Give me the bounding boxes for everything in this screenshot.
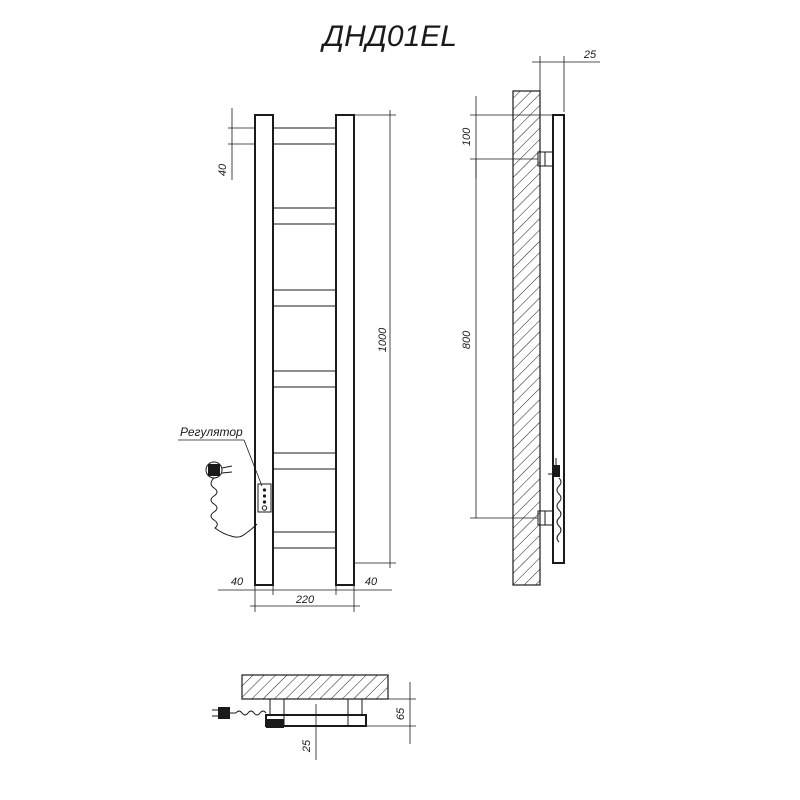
regulator-leader xyxy=(244,440,262,486)
wall-section xyxy=(513,91,540,585)
dim-top-offset: 100 xyxy=(461,127,473,147)
side-view xyxy=(461,49,600,585)
right-rail xyxy=(336,115,354,585)
crossbar xyxy=(273,532,336,548)
crossbar xyxy=(273,290,336,306)
regulator-led-icon xyxy=(263,488,266,491)
top-right-mount xyxy=(348,699,362,715)
left-rail xyxy=(255,115,273,585)
dim-left-rail: 40 xyxy=(230,576,244,588)
top-view xyxy=(212,675,416,760)
coiled-cord xyxy=(211,478,257,537)
regulator-button-icon xyxy=(262,506,266,510)
dim-height: 1000 xyxy=(377,327,389,353)
crossbar xyxy=(273,208,336,224)
crossbar xyxy=(273,453,336,469)
dim-first-gap: 40 xyxy=(217,163,229,177)
side-rail xyxy=(553,115,564,563)
top-wall-section xyxy=(242,675,388,699)
side-coiled-cord xyxy=(557,478,561,542)
regulator-box xyxy=(258,484,271,512)
top-regulator xyxy=(266,719,284,728)
dim-depth: 25 xyxy=(583,49,597,61)
top-plug-icon xyxy=(212,707,236,719)
regulator-led-icon xyxy=(263,494,266,497)
top-coiled-cord xyxy=(236,711,266,715)
regulator-led-icon xyxy=(263,500,266,503)
dim-wall-offset: 65 xyxy=(395,707,407,721)
dim-width: 220 xyxy=(295,594,315,606)
top-left-mount xyxy=(270,699,284,715)
dim-rail-depth: 25 xyxy=(301,739,313,753)
front-view xyxy=(178,108,396,612)
drawing-title: ДНД01EL xyxy=(323,20,457,53)
dim-mount-spacing: 800 xyxy=(461,330,473,350)
crossbars xyxy=(273,128,336,548)
regulator-label: Регулятор xyxy=(180,425,243,439)
crossbar xyxy=(273,128,336,144)
power-plug-icon xyxy=(206,462,232,478)
crossbar xyxy=(273,371,336,387)
dim-right-rail: 40 xyxy=(364,576,378,588)
